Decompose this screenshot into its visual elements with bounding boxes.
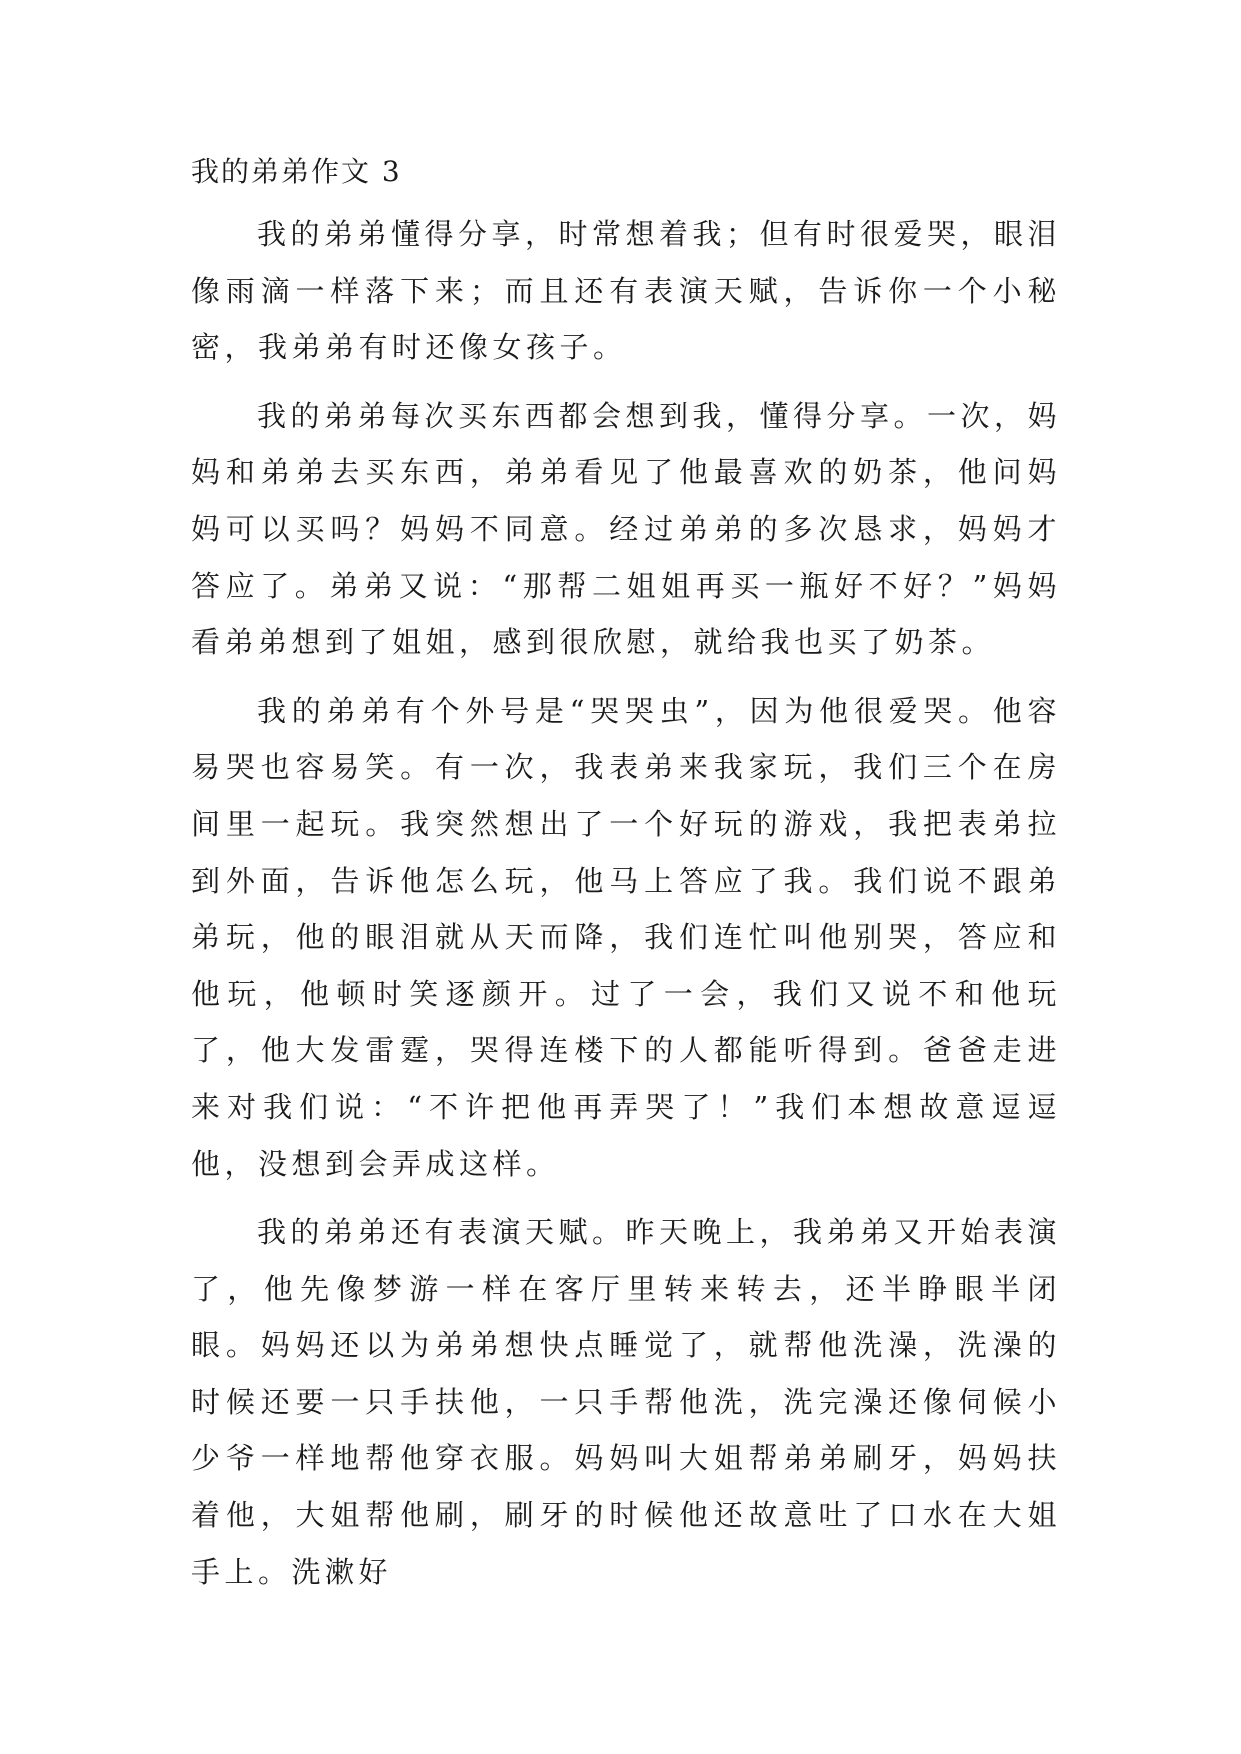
essay-title: 我的弟弟作文 3: [191, 155, 402, 188]
paragraph-3: 我的弟弟有个外号是“哭哭虫”，因为他很爱哭。他容易哭也容易笑。有一次，我表弟来我家玩，我们三个在房间里一起玩。我突然想出了一个好玩的游戏，我把表弟拉到外面，告诉他怎么玩，他马上答应了我。我们说不跟弟弟玩，他的眼泪就从天而降，我们连忙叫他别哭，答应和他玩，他顿时笑逐颜开。过了一会，我们又说不和他玩了，他大发雷霆，哭得连楼下的人都能听得到。爸爸走进来对我们说：“不许把他再弄哭了！”我们本想故意逗逗他，没想到会弄成这样。: [191, 693, 1061, 1181]
paragraph-4: 我的弟弟还有表演天赋。昨天晚上，我弟弟又开始表演了，他先像梦游一样在客厅里转来转去，还半睁眼半闭眼。妈妈还以为弟弟想快点睡觉了，就帮他洗澡，洗澡的时候还要一只手扶他，一只手帮他洗，洗完澡还像伺候小少爷一样地帮他穿衣服。妈妈叫大姐帮弟弟刷牙，妈妈扶着他，大姐帮他刷，刷牙的时候他还故意吐了口水在大姐手上。洗漱好: [191, 1215, 1062, 1589]
document-body: [191, 152, 1061, 1612]
paragraph-2: 我的弟弟每次买东西都会想到我，懂得分享。一次，妈妈和弟弟去买东西，弟弟看见了他最喜欢的奶茶，他问妈妈可以买吗？妈妈不同意。经过弟弟的多次恳求，妈妈才答应了。弟弟又说：“那帮二姐姐再买一瓶好不好？”妈妈看弟弟想到了姐姐，感到很欣慰，就给我也买了奶茶。: [191, 398, 1062, 660]
paragraph-1: 我的弟弟懂得分享，时常想着我；但有时很爱哭，眼泪像雨滴一样落下来；而且还有表演天赋，告诉你一个小秘密，我弟弟有时还像女孩子。: [191, 217, 1062, 365]
